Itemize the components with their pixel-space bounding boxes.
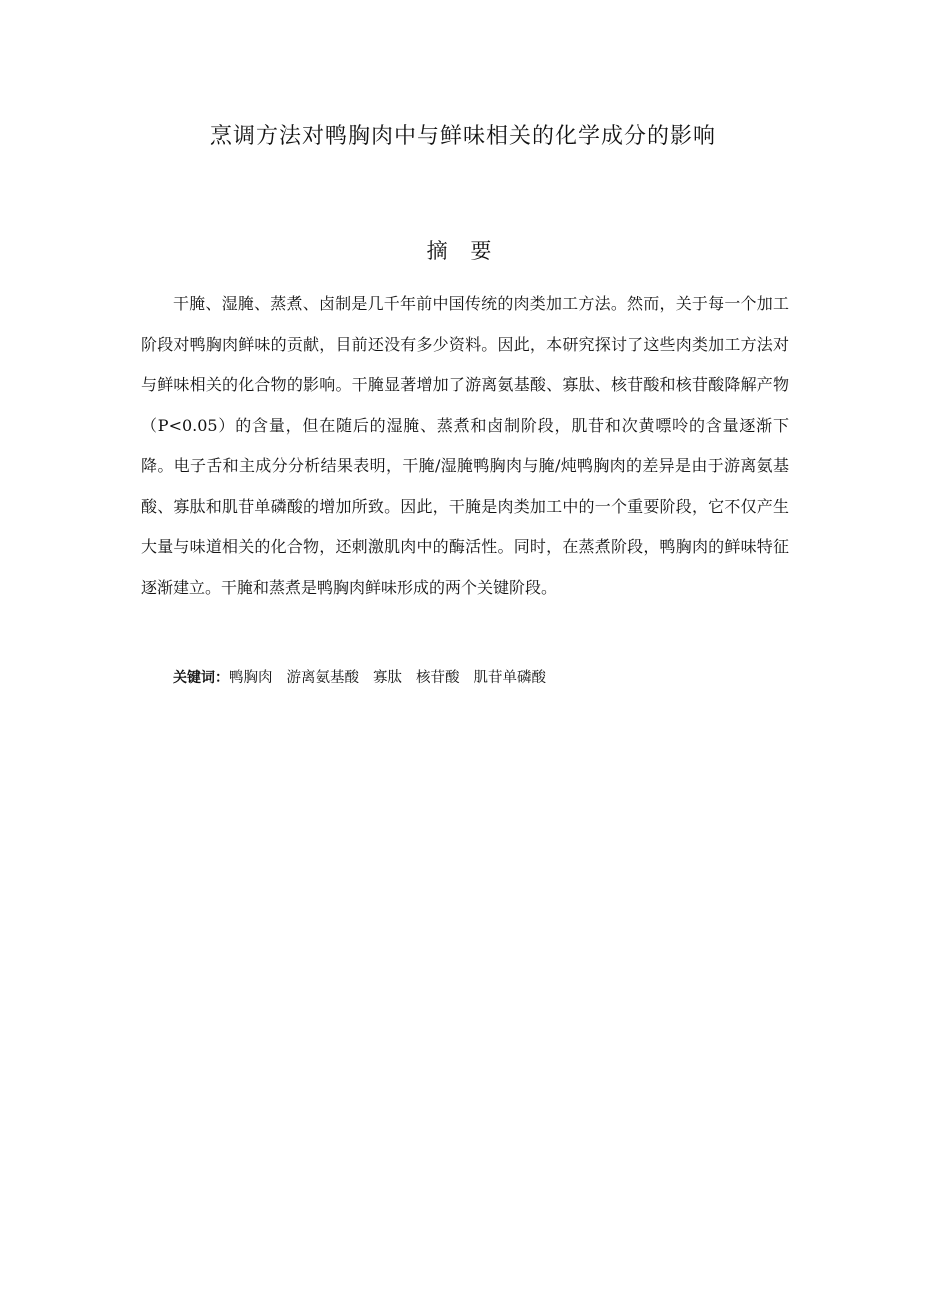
keyword-item: 肌苷单磷酸 (473, 670, 546, 686)
paper-title: 烹调方法对鸭胸肉中与鲜味相关的化学成分的影响 (209, 124, 716, 149)
keywords-line (173, 666, 560, 690)
keyword-item: 核苷酸 (416, 670, 460, 686)
keywords-label: 关键词： (173, 670, 229, 686)
keyword-item: 鸭胸肉 (229, 670, 273, 686)
keyword-item: 游离氨基酸 (286, 670, 359, 686)
keyword-item: 寡肽 (373, 670, 402, 686)
abstract-heading: 摘 要 (426, 239, 500, 263)
abstract-body: 干腌、湿腌、蒸煮、卤制是几千年前中国传统的肉类加工方法。然而，关于每一个加工阶段对鸭胸肉鲜味的贡献，目前还没有多少资料。因此，本研究探讨了这些肉类加工方法对与鲜味相关的化合物的影响。干腌显著增加了游离氨基酸、寡肽、核苷酸和核苷酸降解产物（P<0.05）的含量，但在随后的湿腌、蒸煮和卤制阶段，肌苷和次黄嘌呤的含量逐渐下降。电子舌和主成分分析结果表明，干腌/湿腌鸭胸肉与腌/炖鸭胸肉的差异是由于游离氨基酸、寡肽和肌苷单磷酸的增加所致。因此，干腌是肉类加工中的一个重要阶段，它不仅产生大量与味道相关的化合物，还刺激肌肉中的酶活性。同时，在蒸煮阶段，鸭胸肉的鲜味特征逐渐建立。干腌和蒸煮是鸭胸肉鲜味形成的两个关键阶段。 (141, 294, 789, 597)
